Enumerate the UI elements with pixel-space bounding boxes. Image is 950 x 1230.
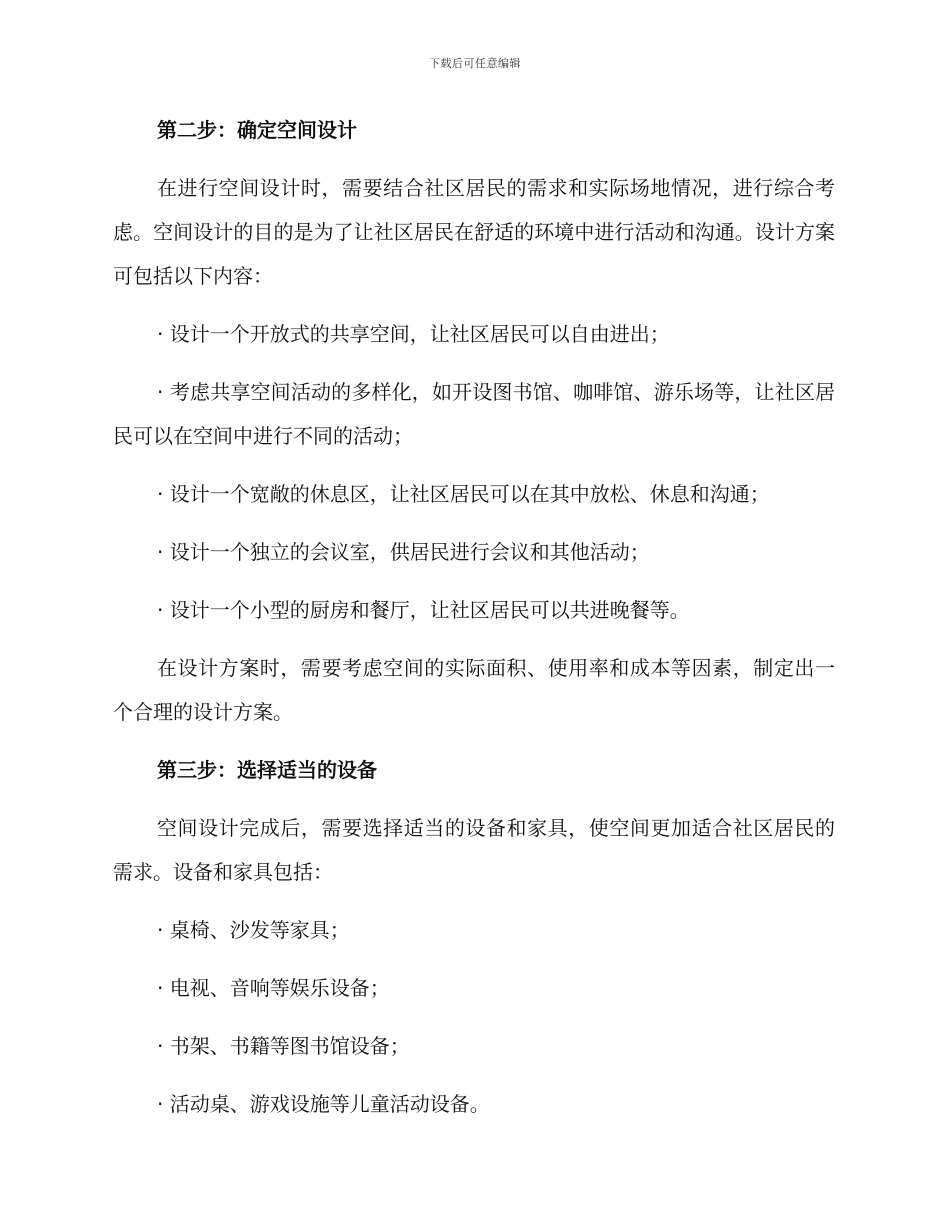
bullet-item: · 设计一个独立的会议室，供居民进行会议和其他活动； (157, 540, 650, 564)
bullet-item: · 桌椅、沙发等家具； (157, 918, 350, 942)
bullet-item: · 书架、书籍等图书馆设备； (157, 1034, 410, 1058)
section-heading-step-3: 第三步：选择适当的设备 (157, 758, 377, 782)
section-intro-step-2: 在进行空间设计时，需要结合社区居民的需求和实际场地情况，进行综合考虑。空间设计的目的是为了让社区居民在舒适的环境中进行活动和沟通。设计方案可包括以下内容： (113, 176, 835, 288)
header-note: 下载后可任意编辑 (429, 57, 521, 70)
bullet-item: · 考虑共享空间活动的多样化，如开设图书馆、咖啡馆、游乐场等，让社区居民可以在空间中进行不同的活动； (113, 380, 835, 448)
section-heading-step-2: 第二步：确定空间设计 (157, 118, 357, 142)
bullet-item: · 设计一个宽敞的休息区，让社区居民可以在其中放松、休息和沟通； (157, 482, 770, 506)
document-body (113, 108, 835, 1140)
bullet-item: · 设计一个小型的厨房和餐厅，让社区居民可以共进晚餐等。 (157, 598, 690, 622)
bullet-item: · 设计一个开放式的共享空间，让社区居民可以自由进出； (157, 322, 670, 346)
section-intro-step-3: 空间设计完成后，需要选择适当的设备和家具，使空间更加适合社区居民的需求。设备和家具包括： (113, 816, 835, 884)
bullet-item: · 活动桌、游戏设施等儿童活动设备。 (157, 1092, 490, 1116)
section-outro-step-2: 在设计方案时，需要考虑空间的实际面积、使用率和成本等因素，制定出一个合理的设计方案。 (113, 656, 835, 724)
bullet-item: · 电视、音响等娱乐设备； (157, 976, 390, 1000)
